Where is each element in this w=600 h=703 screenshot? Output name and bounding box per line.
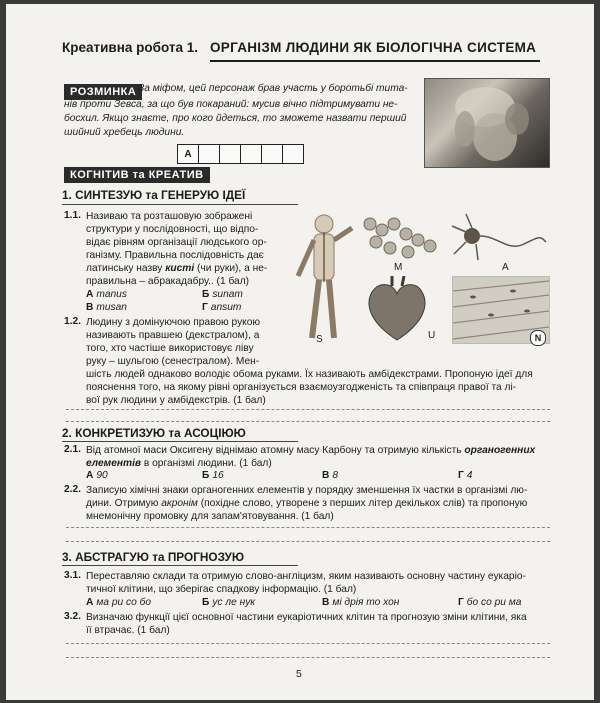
title-underline xyxy=(210,60,540,62)
q2-1-option-d[interactable] xyxy=(458,470,472,481)
heart-icon xyxy=(362,276,432,344)
option-letter: Б xyxy=(202,470,210,481)
q2-1-option-c[interactable] xyxy=(322,470,338,481)
q3-1-option-b[interactable] xyxy=(202,597,255,608)
page-title: ОРГАНІЗМ ЛЮДИНИ ЯК БІОЛОГІЧНА СИСТЕМА xyxy=(210,40,537,55)
question-3-1-line-1: Переставляю склади та отримую слово-англіцизм, яким називають основну частину еукаріо- xyxy=(86,571,526,582)
image-label-n: N xyxy=(530,330,546,346)
option-value: ма ри со бо xyxy=(96,597,151,608)
dna-molecule-icon xyxy=(362,212,440,262)
option-value: мі дрія то хон xyxy=(332,597,400,608)
question-3-1-number: 3.1. xyxy=(64,570,81,581)
section-2-title: 2. КОНКРЕТИЗУЮ та АСОЦІЮЮ xyxy=(62,426,246,440)
section-1-title: 1. СИНТЕЗУЮ та ГЕНЕРУЮ ІДЕЇ xyxy=(62,188,246,202)
question-2-2-number: 2.2. xyxy=(64,484,81,495)
statue-illustration xyxy=(425,79,549,167)
question-1-2-number: 1.2. xyxy=(64,316,81,327)
option-letter: В xyxy=(322,597,330,608)
q2-1-option-a[interactable] xyxy=(86,470,108,481)
question-1-1-line-5 xyxy=(86,262,282,275)
neuron-figure xyxy=(448,212,548,264)
question-1-1-line-1: Називаю та розташовую зображені xyxy=(86,211,253,222)
question-2-1-number: 2.1. xyxy=(64,444,81,455)
question-3-2-line-1: Визначаю функції цієї основної частини еукаріотичних клітин та прогнозую зміни клітини, яка xyxy=(86,612,527,623)
option-value: sunam xyxy=(212,289,243,300)
q1-1-option-b[interactable] xyxy=(202,289,243,300)
option-letter: А xyxy=(86,470,94,481)
q2-1-post: в організмі людини. (1 бал) xyxy=(141,458,272,469)
answer-cell-6[interactable] xyxy=(282,144,304,164)
answer-line-2-2b[interactable] xyxy=(66,540,550,542)
term-kysti: кисті xyxy=(165,263,195,274)
question-1-2-line-6: пояснення того, на якому рівні організується взаємоузгодженість та співпраця правої та лі- xyxy=(86,382,517,393)
answer-cell-3[interactable] xyxy=(219,144,241,164)
question-3-2-number: 3.2. xyxy=(64,611,81,622)
answer-cell-1[interactable]: А xyxy=(177,144,199,164)
section-1-rule xyxy=(62,204,298,205)
question-2-2-line-3: мнемонічну промовку для запам'ятовування. (1 бал) xyxy=(86,511,334,522)
page-header xyxy=(62,36,540,60)
answer-cell-5[interactable] xyxy=(261,144,283,164)
q1-1-option-c[interactable] xyxy=(86,302,127,313)
option-letter: Б xyxy=(202,597,210,608)
section-3-title: 3. АБСТРАГУЮ та ПРОГНОЗУЮ xyxy=(62,550,245,564)
human-body-icon xyxy=(288,210,360,348)
section-2-rule xyxy=(62,441,298,442)
question-1-2-line-5: шість людей однаково володіє обома руками. Їх називають амбідекстрами. Пропоную ідеї для xyxy=(86,369,533,380)
answer-cell-2[interactable] xyxy=(198,144,220,164)
option-letter: А xyxy=(86,597,94,608)
question-1-1-line-6: правильна – абракадабру.. (1 бал) xyxy=(86,276,250,287)
question-1-2-line-2: називають правшею (декстралом), а xyxy=(86,330,260,341)
question-2-1-line-1 xyxy=(86,444,556,457)
option-value: бо со ри ма xyxy=(466,597,522,608)
neuron-icon xyxy=(448,212,548,264)
option-letter: В xyxy=(86,302,94,313)
question-1-1-number: 1.1. xyxy=(64,210,81,221)
work-label: Креативна робота 1. xyxy=(62,40,198,55)
option-value: 4 xyxy=(466,470,473,481)
answer-line-2-2a[interactable] xyxy=(66,526,550,528)
question-1-1-line-2: структури у послідовності, що відпо- xyxy=(86,224,259,235)
option-value: manus xyxy=(96,289,127,300)
answer-cell-4[interactable] xyxy=(240,144,262,164)
warmup-line-2: нів проти Зевса, за що був покараний: мусив вічно підтримувати не- xyxy=(64,99,398,110)
question-1-1-line-3: відає рівням організації людського ор- xyxy=(86,237,267,248)
question-3-1-line-2: тичної клітини, що зберігає спадкову інформацію. (1 бал) xyxy=(86,584,357,595)
option-letter: А xyxy=(86,289,94,300)
question-1-2-line-4: руку – шульгою (сенестралом). Мен- xyxy=(86,356,260,367)
q1-1-option-d[interactable] xyxy=(202,302,241,313)
option-value: ansum xyxy=(210,302,242,313)
q3-1-option-d[interactable] xyxy=(458,597,521,608)
line5-pre: латинську назву xyxy=(86,263,166,274)
option-value: 8 xyxy=(332,470,339,481)
image-label-a: A xyxy=(502,262,509,273)
question-2-2-line-1: Записую хімічні знаки органогенних елементів у порядку зменшення їх частки в організмі лю- xyxy=(86,485,528,496)
page-number: 5 xyxy=(296,668,302,680)
warmup-line-1: За міфом, цей персонаж брав участь у боротьбі тита- xyxy=(138,83,408,94)
option-value: 90 xyxy=(96,470,108,481)
line5-post: (чи руки), а не- xyxy=(194,263,268,274)
answer-line-1-2b[interactable] xyxy=(66,420,550,422)
q2-2-post: (похідне слово, утворене з перших літер декількох слів) та пропоную xyxy=(197,498,528,509)
answer-line-3-2a[interactable] xyxy=(66,642,550,644)
term-acronym: акронім xyxy=(161,498,198,509)
question-2-2-line-2 xyxy=(86,497,556,510)
option-letter: Г xyxy=(458,470,464,481)
atlas-statue-photo xyxy=(424,78,550,168)
question-1-1-line-4: ганізму. Правильна послідовність дає xyxy=(86,250,264,261)
heart-figure xyxy=(362,276,432,344)
q2-1-option-b[interactable] xyxy=(202,470,224,481)
q2-1-pre: Від атомної маси Оксигену віднімаю атомну масу Карбону та отримую кількість xyxy=(86,445,465,456)
option-letter: Г xyxy=(458,597,464,608)
answer-line-3-2b[interactable] xyxy=(66,656,550,658)
question-2-1-line-2 xyxy=(86,457,556,470)
question-1-2-line-1: Людину з домінуючою правою рукою xyxy=(86,317,261,328)
term-organogenic: органогенних xyxy=(464,445,536,456)
term-elements: елементів xyxy=(86,458,142,469)
q3-1-option-a[interactable] xyxy=(86,597,151,608)
question-3-2-line-2: її втрачає. (1 бал) xyxy=(86,625,170,636)
q3-1-option-c[interactable] xyxy=(322,597,399,608)
workbook-page xyxy=(6,4,594,700)
option-letter: В xyxy=(322,470,330,481)
option-value: ус ле нук xyxy=(212,597,256,608)
warmup-line-4: шийний хребець людини. xyxy=(64,127,185,138)
option-value: musan xyxy=(96,302,127,313)
warmup-line-3: босхил. Якщо знаєте, про кого йдеться, то зможете назвати перший xyxy=(64,113,407,124)
option-letter: Б xyxy=(202,289,210,300)
molecule-figure xyxy=(362,212,440,262)
image-label-s: S xyxy=(316,334,323,345)
warmup-tag: РОЗМИНКА xyxy=(64,84,142,100)
image-label-u: U xyxy=(428,330,436,341)
question-1-2-line-7: вої рук людини у амбідекстрів. (1 бал) xyxy=(86,395,266,406)
image-label-m: M xyxy=(394,262,403,273)
option-letter: Г xyxy=(202,302,208,313)
answer-line-1-2a[interactable] xyxy=(66,408,550,410)
nervous-system-figure xyxy=(288,210,360,348)
section-3-rule xyxy=(62,565,298,566)
question-1-2-line-3: того, хто частіше використовує ліву xyxy=(86,343,254,354)
q2-2-pre: дини. Отримую xyxy=(86,498,162,509)
cognitive-tag: КОГНІТИВ та КРЕАТИВ xyxy=(64,167,210,183)
option-value: 16 xyxy=(212,470,224,481)
q1-1-option-a[interactable] xyxy=(86,289,127,300)
answer-word-boxes[interactable] xyxy=(178,144,304,164)
